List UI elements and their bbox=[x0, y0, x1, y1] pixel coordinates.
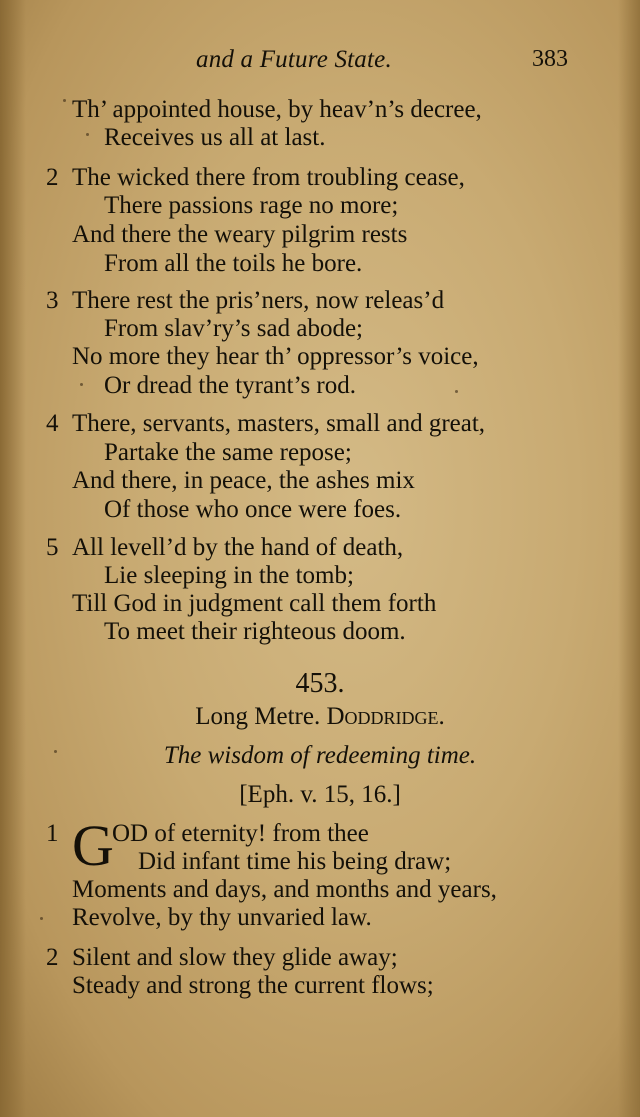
verse-line: Silent and slow they glide away; bbox=[72, 944, 398, 971]
paper-speck bbox=[40, 917, 43, 920]
verse-line: Till God in judgment call them forth bbox=[72, 590, 437, 617]
verse-line: Lie sleeping in the tomb; bbox=[104, 562, 354, 589]
verse-line: Or dread the tyrant’s rod. bbox=[104, 372, 357, 399]
verse-line: And there, in peace, the ashes mix bbox=[72, 467, 415, 494]
page-edge-left bbox=[0, 0, 26, 1117]
verse-line: The wicked there from troubling cease, bbox=[72, 164, 465, 191]
verse-number: 5 bbox=[46, 534, 59, 561]
verse-line: From slav’ry’s sad abode; bbox=[104, 315, 363, 342]
paper-speck bbox=[86, 133, 89, 136]
verse-number: 2 bbox=[46, 164, 59, 191]
verse-line: There rest the pris’ners, now releas’d bbox=[72, 287, 445, 314]
verse-line: No more they hear th’ oppressor’s voice, bbox=[72, 343, 479, 370]
verse-line: Revolve, by thy unvaried law. bbox=[72, 904, 372, 931]
running-head: and a Future State. bbox=[196, 46, 392, 73]
hymn-author: Doddridge. bbox=[326, 703, 445, 730]
verse-line: And there the weary pilgrim rests bbox=[72, 221, 408, 248]
drop-cap: G bbox=[72, 813, 114, 878]
page-header bbox=[0, 44, 640, 84]
paper-speck bbox=[63, 99, 66, 102]
paper-speck bbox=[80, 383, 83, 386]
verse-number: 3 bbox=[46, 287, 59, 314]
verse-line: Of those who once were foes. bbox=[104, 496, 402, 523]
verse-number: 1 bbox=[46, 820, 59, 847]
page-edge-right bbox=[618, 0, 640, 1117]
verse-line: There passions rage no more; bbox=[104, 192, 399, 219]
verse-line: There, servants, masters, small and great, bbox=[72, 410, 486, 437]
verse-line: Partake the same repose; bbox=[104, 439, 352, 466]
hymn-subject: The wisdom of redeeming time. bbox=[163, 742, 477, 769]
verse-line: Did infant time his being draw; bbox=[138, 848, 452, 875]
hymn-meter-line bbox=[0, 703, 640, 731]
verse-line: OD of eternity! from thee bbox=[112, 820, 369, 847]
hymn-meter: Long Metre. bbox=[195, 703, 321, 730]
verse-line: From all the toils he bore. bbox=[104, 250, 363, 277]
scripture-reference: [Eph. v. 15, 16.] bbox=[239, 781, 401, 808]
page-number: 383 bbox=[532, 46, 568, 72]
verse-line: To meet their righteous doom. bbox=[104, 618, 406, 645]
verse-number: 4 bbox=[46, 410, 59, 437]
verse-number: 2 bbox=[46, 944, 59, 971]
verse-line: Receives us all at last. bbox=[104, 124, 326, 151]
verse-line: All levell’d by the hand of death, bbox=[72, 534, 404, 561]
paper-speck bbox=[455, 390, 458, 393]
verse-line: Moments and days, and months and years, bbox=[72, 876, 497, 903]
hymn-number: 453. bbox=[295, 668, 345, 699]
verse-line: Th’ appointed house, by heav’n’s decree, bbox=[72, 96, 482, 123]
paper-speck bbox=[54, 750, 57, 753]
verse-line: Steady and strong the current flows; bbox=[72, 972, 434, 999]
